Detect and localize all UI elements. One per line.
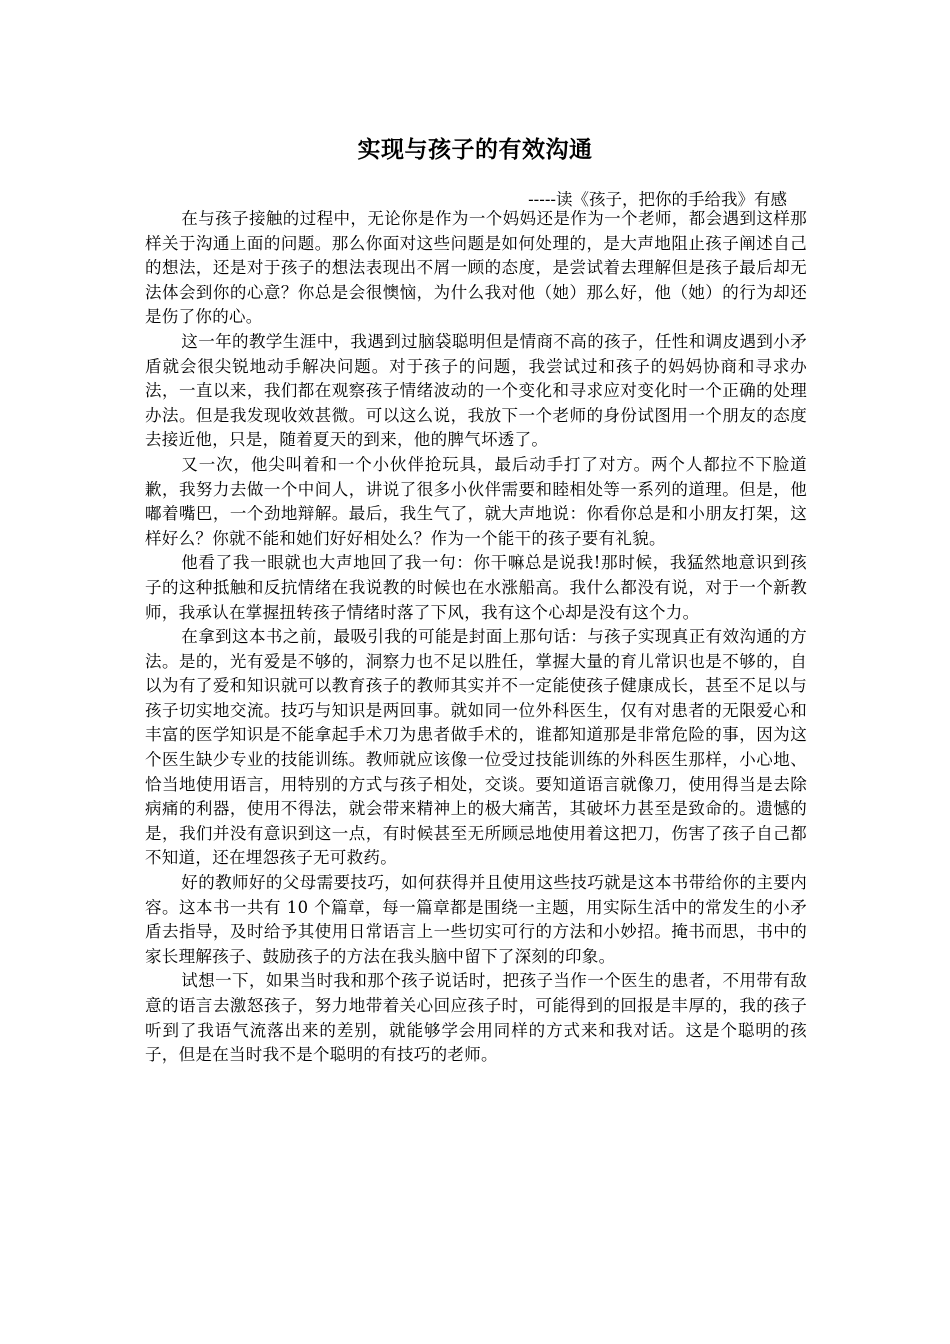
paragraph: 在与孩子接触的过程中，无论你是作为一个妈妈还是作为一个老师，都会遇到这样那样关于沟通上面的问题。那么你面对这些问题是如何处理的，是大声地阻止孩子阐述自己的想法，还是对于孩子的想法表现出不屑一顾的态度，是尝试着去理解但是孩子最后却无法体会到你的心意？你总是会很懊恼，为什么我对他（她）那么好，他（她）的行为却还是伤了你的心。 — [145, 209, 807, 327]
paragraph: 他看了我一眼就也大声地回了我一句：你干嘛总是说我!那时候，我猛然地意识到孩子的这种抵触和反抗情绪在我说教的时候也在水涨船高。我什么都没有说，对于一个新教师，我承认在掌握扭转孩子情绪时落了下风，我有这个心却是没有这个力。 — [145, 553, 807, 622]
document-body — [145, 207, 807, 1068]
paragraph: 又一次，他尖叫着和一个小伙伴抢玩具，最后动手打了对方。两个人都拉不下脸道歉，我努力去做一个中间人，讲说了很多小伙伴需要和睦相处等一系列的道理。但是，他嘟着嘴巴，一个劲地辩解。最后，我生气了，就大声地说：你看你总是和小朋友打架，这样好么？你就不能和她们好好相处么？作为一个能干的孩子要有礼貌。 — [145, 454, 807, 548]
paragraph: 试想一下，如果当时我和那个孩子说话时，把孩子当作一个医生的患者，不用带有敌意的语言去激怒孩子，努力地带着关心回应孩子时，可能得到的回报是丰厚的，我的孩子听到了我语气流落出来的差别，就能够学会用同样的方式来和我对话。这是个聪明的孩子，但是在当时我不是个聪明的有技巧的老师。 — [145, 971, 807, 1065]
paragraph: 在拿到这本书之前，最吸引我的可能是封面上那句话：与孩子实现真正有效沟通的方法。是的，光有爱是不够的，洞察力也不足以胜任，掌握大量的育儿常识也是不够的，自以为有了爱和知识就可以教育孩子的教师其实并不一定能使孩子健康成长，甚至不足以与孩子切实地交流。技巧与知识是两回事。就如同一位外科医生，仅有对患者的无限爱心和丰富的医学知识是不能拿起手术刀为患者做手术的，谁都知道那是非常危险的事，因为这个医生缺少专业的技能训练。教师就应该像一位受过技能训练的外科医生那样，小心地、恰当地使用语言，用特别的方式与孩子相处，交谈。要知道语言就像刀，使用得当是去除病痛的利器，使用不得法，就会带来精神上的极大痛苦，其破坏力甚至是致命的。遗憾的是，我们并没有意识到这一点，有时候甚至无所顾忌地使用着这把刀，伤害了孩子自己都不知道，还在埋怨孩子无可救药。 — [145, 627, 807, 868]
document-subtitle: -----读《孩子，把你的手给我》有感 — [528, 190, 787, 209]
document-title: 实现与孩子的有效沟通 — [357, 136, 593, 163]
paragraph: 好的教师好的父母需要技巧，如何获得并且使用这些技巧就是这本书带给你的主要内容。这本书一共有 10 个篇章，每一篇章都是围绕一主题，用实际生活中的常发生的小矛盾去指导，及时给予其使用日常语言上一些切实可行的方法和小妙招。掩书而思，书中的家长理解孩子、鼓励孩子的方法在我头脑中留下了深刻的印象。 — [145, 873, 807, 966]
paragraph: 这一年的教学生涯中，我遇到过脑袋聪明但是情商不高的孩子，任性和调皮遇到小矛盾就会很尖锐地动手解决问题。对于孩子的问题，我尝试过和孩子的妈妈协商和寻求办法，一直以来，我们都在观察孩子情绪波动的一个变化和寻求应对变化时一个正确的处理办法。但是我发现收效甚微。可以这么说，我放下一个老师的身份试图用一个朋友的态度去接近他，只是，随着夏天的到来，他的脾气坏透了。 — [145, 331, 807, 450]
